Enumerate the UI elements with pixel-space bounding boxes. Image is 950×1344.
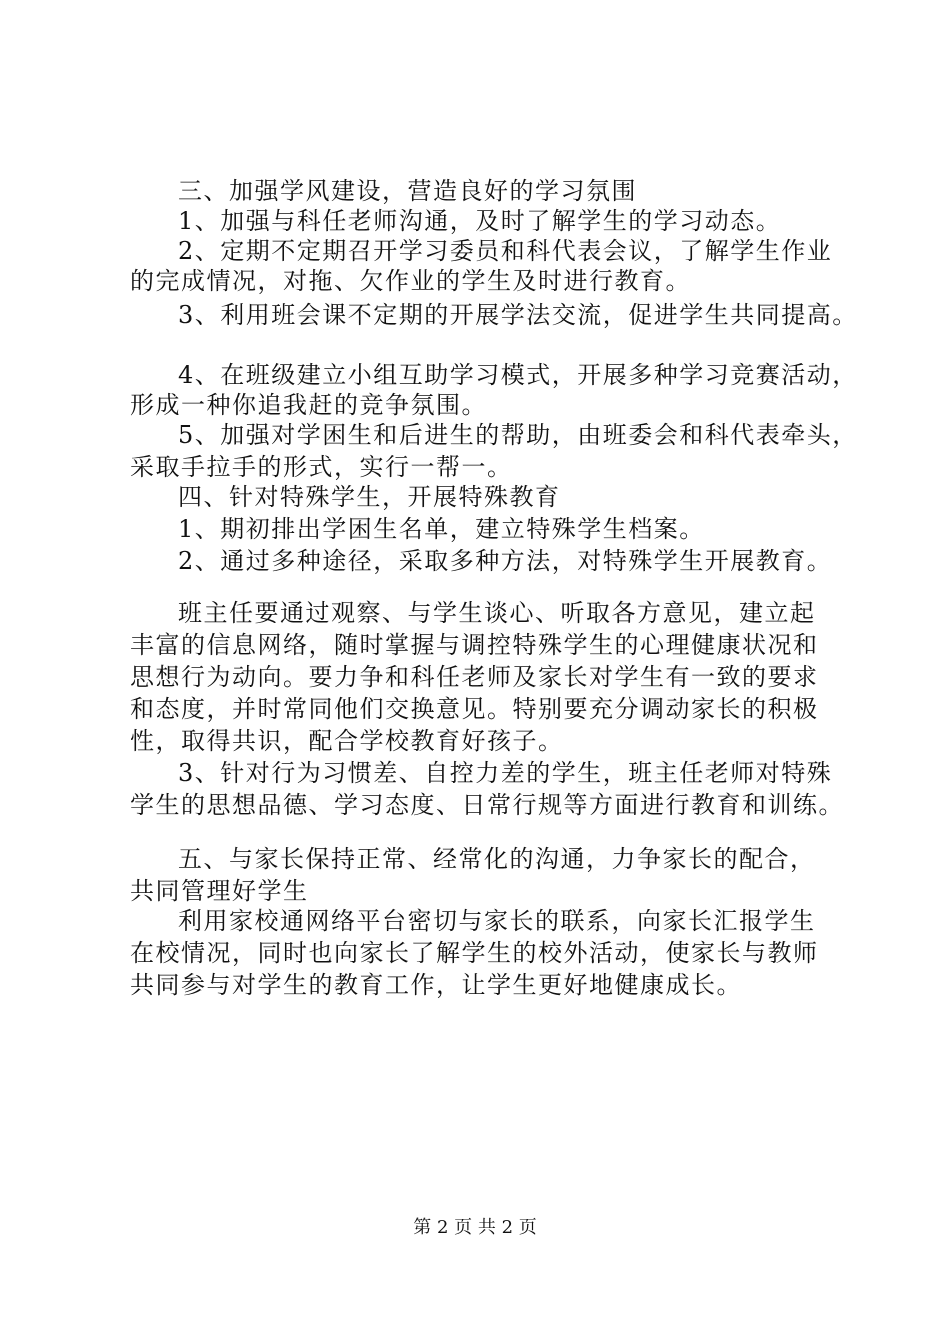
- paragraph-line: 丰富的信息网络，随时掌握与调控特殊学生的心理健康状况和: [130, 631, 819, 659]
- paragraph-line: 学生的思想品德、学习态度、日常行规等方面进行教育和训练。: [130, 791, 844, 819]
- paragraph-line: 采取手拉手的形式，实行一帮一。: [130, 453, 513, 481]
- section-heading-5-cont: 共同管理好学生: [130, 877, 309, 905]
- paragraph-line: 3、利用班会课不定期的开展学法交流，促进学生共同提高。: [178, 301, 858, 329]
- paragraph-line: 1、加强与科任老师沟通，及时了解学生的学习动态。: [178, 207, 782, 235]
- paragraph-line: 5、加强对学困生和后进生的帮助，由班委会和科代表牵头，: [178, 421, 858, 449]
- paragraph-line: 2、通过多种途径，采取多种方法，对特殊学生开展教育。: [178, 547, 833, 575]
- paragraph-line: 在校情况，同时也向家长了解学生的校外活动，使家长与教师: [130, 939, 819, 967]
- paragraph-line: 思想行为动向。要力争和科任老师及家长对学生有一致的要求: [130, 663, 819, 691]
- paragraph-line: 班主任要通过观察、与学生谈心、听取各方意见，建立起: [178, 599, 816, 627]
- section-heading-5: 五、与家长保持正常、经常化的沟通，力争家长的配合，: [178, 845, 816, 873]
- paragraph-line: 3、针对行为习惯差、自控力差的学生，班主任老师对特殊: [178, 759, 833, 787]
- section-heading-3: 三、加强学风建设，营造良好的学习氛围: [178, 177, 637, 205]
- paragraph-line: 形成一种你追我赶的竞争氛围。: [130, 391, 487, 419]
- paragraph-line: 共同参与对学生的教育工作，让学生更好地健康成长。: [130, 971, 742, 999]
- paragraph-line: 性，取得共识，配合学校教育好孩子。: [130, 727, 564, 755]
- paragraph-line: 利用家校通网络平台密切与家长的联系，向家长汇报学生: [178, 907, 816, 935]
- paragraph-line: 4、在班级建立小组互助学习模式，开展多种学习竞赛活动，: [178, 361, 858, 389]
- paragraph-line: 和态度，并时常同他们交换意见。特别要充分调动家长的积极: [130, 695, 819, 723]
- page-footer: 第 2 页 共 2 页: [413, 1217, 537, 1238]
- paragraph-line: 2、定期不定期召开学习委员和科代表会议，了解学生作业: [178, 237, 833, 265]
- paragraph-line: 1、期初排出学困生名单，建立特殊学生档案。: [178, 515, 705, 543]
- paragraph-line: 的完成情况，对拖、欠作业的学生及时进行教育。: [130, 267, 691, 295]
- section-heading-4: 四、针对特殊学生，开展特殊教育: [178, 483, 561, 511]
